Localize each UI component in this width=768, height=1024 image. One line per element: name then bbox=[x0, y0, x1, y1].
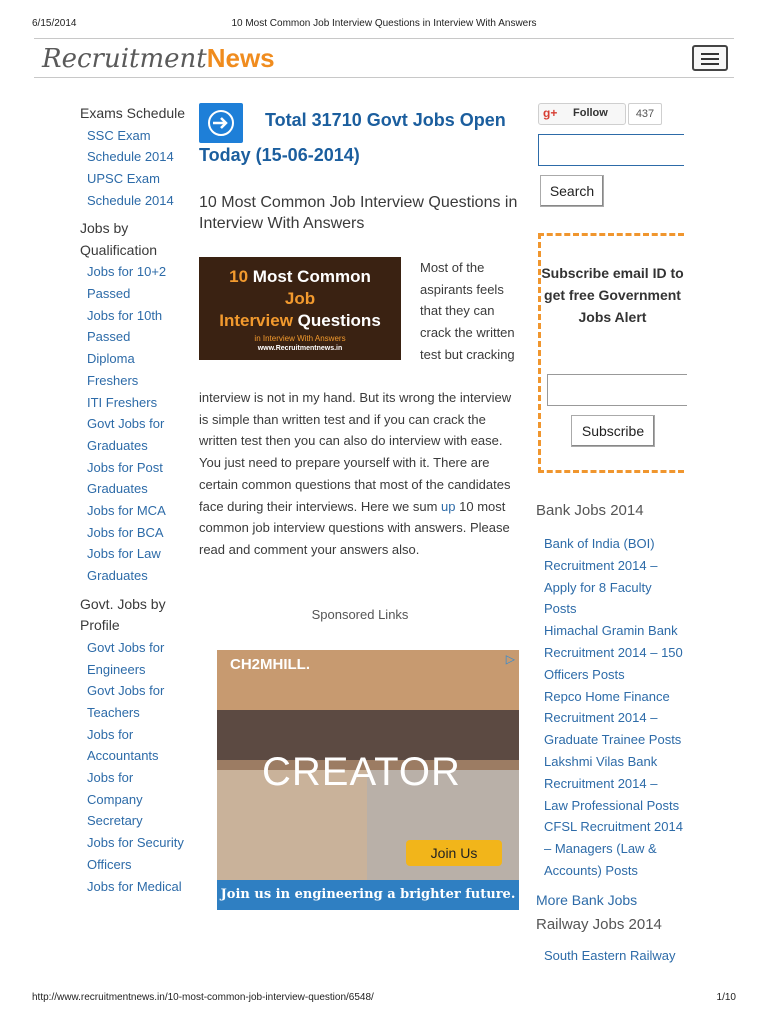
logo-part-recruitment: Recruitment bbox=[42, 44, 207, 74]
bank-jobs-list bbox=[544, 533, 684, 882]
sidebar-link[interactable]: Jobs for Security Officers bbox=[87, 835, 184, 872]
sidebar-link[interactable]: Jobs for 10th Passed bbox=[87, 307, 163, 345]
sidebar-link[interactable]: Jobs for Law Graduates bbox=[87, 546, 161, 584]
print-title: 10 Most Common Job Interview Questions in Interview With Answers bbox=[231, 18, 537, 29]
ad-tagline: Join us in engineering a brighter future. bbox=[217, 880, 519, 910]
logo-part-news: News bbox=[206, 43, 275, 73]
left-sidebar bbox=[80, 103, 188, 904]
sidebar-link[interactable]: ITI Freshers bbox=[87, 394, 158, 410]
sidebar-link[interactable]: Govt Jobs for Engineers bbox=[87, 639, 165, 677]
sponsored-label: Sponsored Links bbox=[311, 607, 409, 622]
more-bank-jobs-link[interactable]: More Bank Jobs bbox=[536, 892, 638, 908]
sidebar-link[interactable]: SSC Exam Schedule 2014 bbox=[87, 127, 174, 165]
sidebar-link[interactable]: Jobs for MCA bbox=[87, 503, 166, 519]
sidebar-link[interactable]: Jobs for Post Graduates bbox=[87, 459, 163, 497]
bank-job-link[interactable]: CFSL Recruitment 2014 – Managers (Law & Accounts) Posts bbox=[544, 819, 683, 878]
hamburger-menu-icon[interactable] bbox=[692, 45, 728, 71]
railway-job-link[interactable]: South Eastern Railway bbox=[544, 948, 676, 963]
adchoices-icon[interactable]: ▷ bbox=[505, 652, 515, 666]
post-body bbox=[199, 387, 521, 561]
main-content bbox=[199, 103, 521, 902]
thumb-text: 10 bbox=[229, 267, 249, 286]
subscribe-text: Subscribe email ID to get free Government Jobs Alert bbox=[541, 265, 684, 325]
post-body-text: 10 most common job interview questions with answers. Please read and comment your answers also. bbox=[199, 498, 510, 557]
sidebar-link[interactable]: Jobs for Medical bbox=[87, 878, 182, 894]
sidebar-heading: Exams Schedule bbox=[80, 105, 186, 121]
bank-jobs-heading: Bank Jobs 2014 bbox=[536, 502, 644, 519]
gplus-follow-button[interactable] bbox=[538, 103, 626, 125]
sidebar-group-profile bbox=[80, 594, 188, 897]
sidebar-link[interactable]: Diploma Freshers bbox=[87, 351, 139, 388]
search-input[interactable] bbox=[538, 134, 684, 166]
gplus-count: 437 bbox=[628, 103, 662, 125]
sidebar-heading: Jobs by Qualification bbox=[80, 220, 158, 258]
thumb-text: in Interview With Answers bbox=[254, 334, 346, 343]
post-body-wrap: Most of the aspirants feels that they can crack the written test but cracking bbox=[420, 260, 515, 362]
jobs-open-banner[interactable]: Total 31710 Govt Jobs Open Today (15-06-2014) bbox=[199, 110, 506, 165]
print-url: http://www.recruitmentnews.in/10-most-common-job-interview-question/6548/ bbox=[32, 992, 374, 1003]
ad-headline: CREATOR bbox=[262, 750, 461, 794]
search-button[interactable]: Search bbox=[540, 175, 604, 207]
bank-job-link[interactable]: Himachal Gramin Bank Recruitment 2014 – 150 Officers Posts bbox=[544, 623, 683, 682]
site-logo[interactable] bbox=[42, 42, 275, 75]
google-plus-icon: g+ bbox=[543, 106, 558, 120]
site-header bbox=[34, 38, 734, 78]
arrow-right-circle-icon bbox=[199, 103, 243, 143]
email-field[interactable] bbox=[547, 374, 687, 406]
sidebar-heading: Govt. Jobs by Profile bbox=[80, 595, 166, 634]
sidebar-link[interactable]: Govt Jobs for Graduates bbox=[87, 416, 165, 453]
sidebar-link[interactable]: Jobs for Accountants bbox=[87, 726, 159, 764]
subscribe-box bbox=[538, 233, 684, 473]
post-body-link[interactable]: up bbox=[441, 498, 456, 514]
sidebar-link[interactable]: Jobs for Company Secretary bbox=[87, 770, 143, 829]
subscribe-button[interactable]: Subscribe bbox=[571, 415, 655, 447]
thumb-text: Interview bbox=[219, 311, 293, 330]
railway-jobs-heading: Railway Jobs 2014 bbox=[536, 916, 662, 933]
ad-join-button[interactable]: Join Us bbox=[406, 840, 502, 866]
post-thumbnail bbox=[199, 257, 401, 360]
bank-job-link[interactable]: Bank of India (BOI) Recruitment 2014 – Apply for 8 Faculty Posts bbox=[544, 536, 658, 617]
sidebar-link[interactable]: Govt Jobs for Teachers bbox=[87, 683, 165, 720]
bank-job-link[interactable]: Lakshmi Vilas Bank Recruitment 2014 – Law Professional Posts bbox=[544, 753, 680, 813]
bank-job-link[interactable]: Repco Home Finance Recruitment 2014 – Graduate Trainee Posts bbox=[544, 688, 682, 748]
sidebar-link[interactable]: UPSC Exam Schedule 2014 bbox=[87, 170, 174, 208]
post-body-text: interview is not in my hand. But its wrong the interview is simple than written test and if you can crack the written test then you can also do interview with ease. You just need to prepare yourself with it. There are certain common questions that most of the candidates face during their interviews. Here we sum bbox=[199, 390, 512, 514]
sidebar-group-exams bbox=[80, 103, 188, 211]
print-footer bbox=[32, 992, 736, 1006]
thumb-text: Job bbox=[284, 289, 316, 308]
thumb-text: www.Recruitmentnews.in bbox=[257, 345, 343, 352]
sidebar-group-qualification bbox=[80, 218, 188, 587]
thumb-text: Questions bbox=[292, 311, 381, 330]
advertisement[interactable] bbox=[217, 650, 519, 910]
print-page-number: 1/10 bbox=[716, 992, 736, 1003]
print-date: 6/15/2014 bbox=[32, 18, 77, 29]
sidebar-link[interactable]: Jobs for BCA bbox=[87, 524, 164, 540]
ad-brand: CH2MHILL. bbox=[230, 656, 310, 673]
sidebar-link[interactable]: Jobs for 10+2 Passed bbox=[87, 264, 167, 302]
post-title: 10 Most Common Job Interview Questions in Interview With Answers bbox=[199, 194, 518, 232]
thumb-text: Most Common bbox=[248, 267, 371, 286]
gplus-follow-label: Follow bbox=[573, 107, 608, 119]
print-header bbox=[32, 18, 736, 32]
